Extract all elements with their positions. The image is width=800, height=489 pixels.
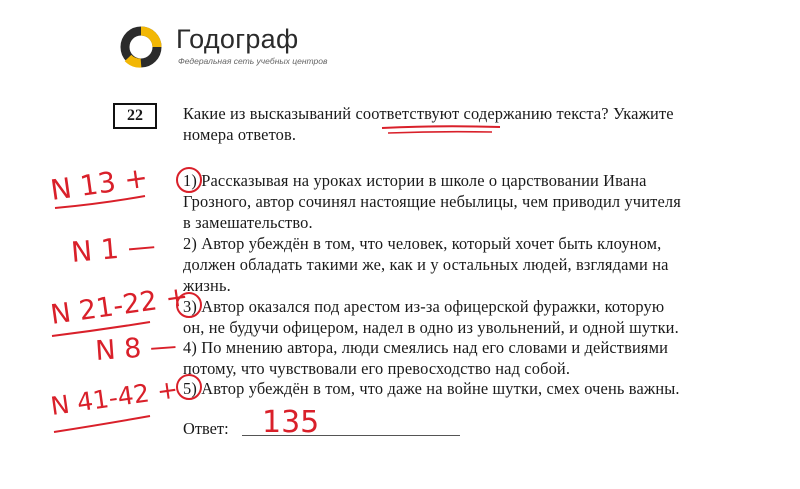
handwritten-note: N 41-42 + [48,374,180,421]
option-line: 2) Автор убеждён в том, что человек, который хочет быть клоуном, [183,234,662,253]
option-5 [183,378,758,399]
handwritten-stroke [55,196,145,208]
answer-label: Ответ: [183,419,229,438]
option-3 [183,296,758,338]
option-line: 5) Автор убеждён в том, что даже на войне шутки, смех очень важны. [183,379,680,398]
logo-ring-icon [118,24,164,70]
option-line: потому, что чувствовали его превосходство над собой. [183,359,571,378]
handwritten-note: N 13 + [48,160,150,207]
handwritten-note: N 21-22 + [48,280,191,331]
brand-logo [118,22,378,72]
question-line: номера ответов. [183,125,297,144]
option-2 [183,233,758,296]
option-line: жизнь. [183,276,231,295]
question-text [183,103,758,145]
option-1 [183,170,758,233]
handwritten-note: N 1 — [69,228,157,269]
question-line: Какие из высказываний соответствуют содержанию текста? Укажите [183,104,674,123]
question-number: 22 [113,103,157,129]
brand-name: Годограф [176,24,299,54]
option-line: 3) Автор оказался под арестом из-за офицерской фуражки, которую [183,297,665,316]
option-line: должен обладать такими же, как и у остальных людей, взглядами на [183,255,669,274]
option-4 [183,337,758,379]
handwritten-note: N 8 — [94,330,178,367]
handwritten-answer: 135 [262,405,320,440]
option-line: в замешательство. [183,213,313,232]
answer-field-line [242,435,460,436]
brand-tagline: Федеральная сеть учебных центров [178,56,328,66]
option-line: Грозного, автор сочинял настоящие небылицы, чем приводил учителя [183,192,681,211]
option-line: он, не будучи офицером, надел в одно из увольнений, и одной шутки. [183,318,679,337]
option-line: 4) По мнению автора, люди смеялись над его словами и действиями [183,338,669,357]
handwritten-stroke [54,416,150,432]
option-line: 1) Рассказывая на уроках истории в школе о царствовании Ивана [183,171,647,190]
handwritten-stroke [52,322,150,336]
